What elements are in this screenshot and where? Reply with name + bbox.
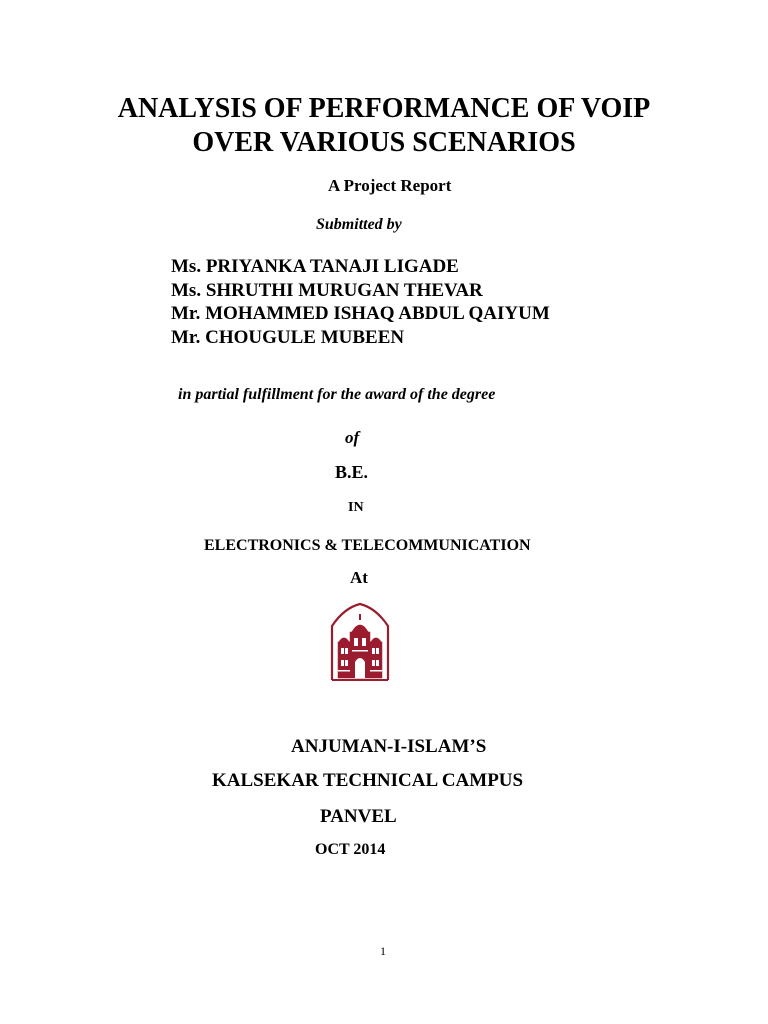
college-building-emblem-icon (330, 602, 390, 682)
fulfillment-statement: in partial fulfillment for the award of the degree (178, 386, 496, 403)
author-list (171, 255, 550, 349)
department-name: ELECTRONICS & TELECOMMUNICATION (204, 537, 531, 554)
of-label: of (345, 428, 360, 447)
page-number: 1 (380, 944, 386, 958)
submission-date: OCT 2014 (315, 841, 386, 858)
title-line-2: OVER VARIOUS SCENARIOS (192, 127, 576, 158)
degree-name: B.E. (335, 462, 369, 482)
author-name: Mr. MOHAMMED ISHAQ ABDUL QAIYUM (171, 303, 550, 324)
report-type: A Project Report (328, 176, 452, 195)
in-label: IN (348, 500, 364, 515)
author-name: Mr. CHOUGULE MUBEEN (171, 326, 405, 348)
report-title (0, 92, 768, 160)
submitted-by-label: Submitted by (316, 216, 402, 233)
at-label: At (350, 568, 368, 587)
author-name: Ms. SHRUTHI MURUGAN THEVAR (171, 279, 483, 301)
institution-location: PANVEL (320, 806, 397, 827)
institution-name-line-1: ANJUMAN-I-ISLAM’S (291, 736, 487, 757)
title-line-1: ANALYSIS OF PERFORMANCE OF VOIP (117, 93, 651, 124)
institution-name-line-2: KALSEKAR TECHNICAL CAMPUS (212, 770, 524, 791)
author-name: Ms. PRIYANKA TANAJI LIGADE (171, 256, 459, 277)
